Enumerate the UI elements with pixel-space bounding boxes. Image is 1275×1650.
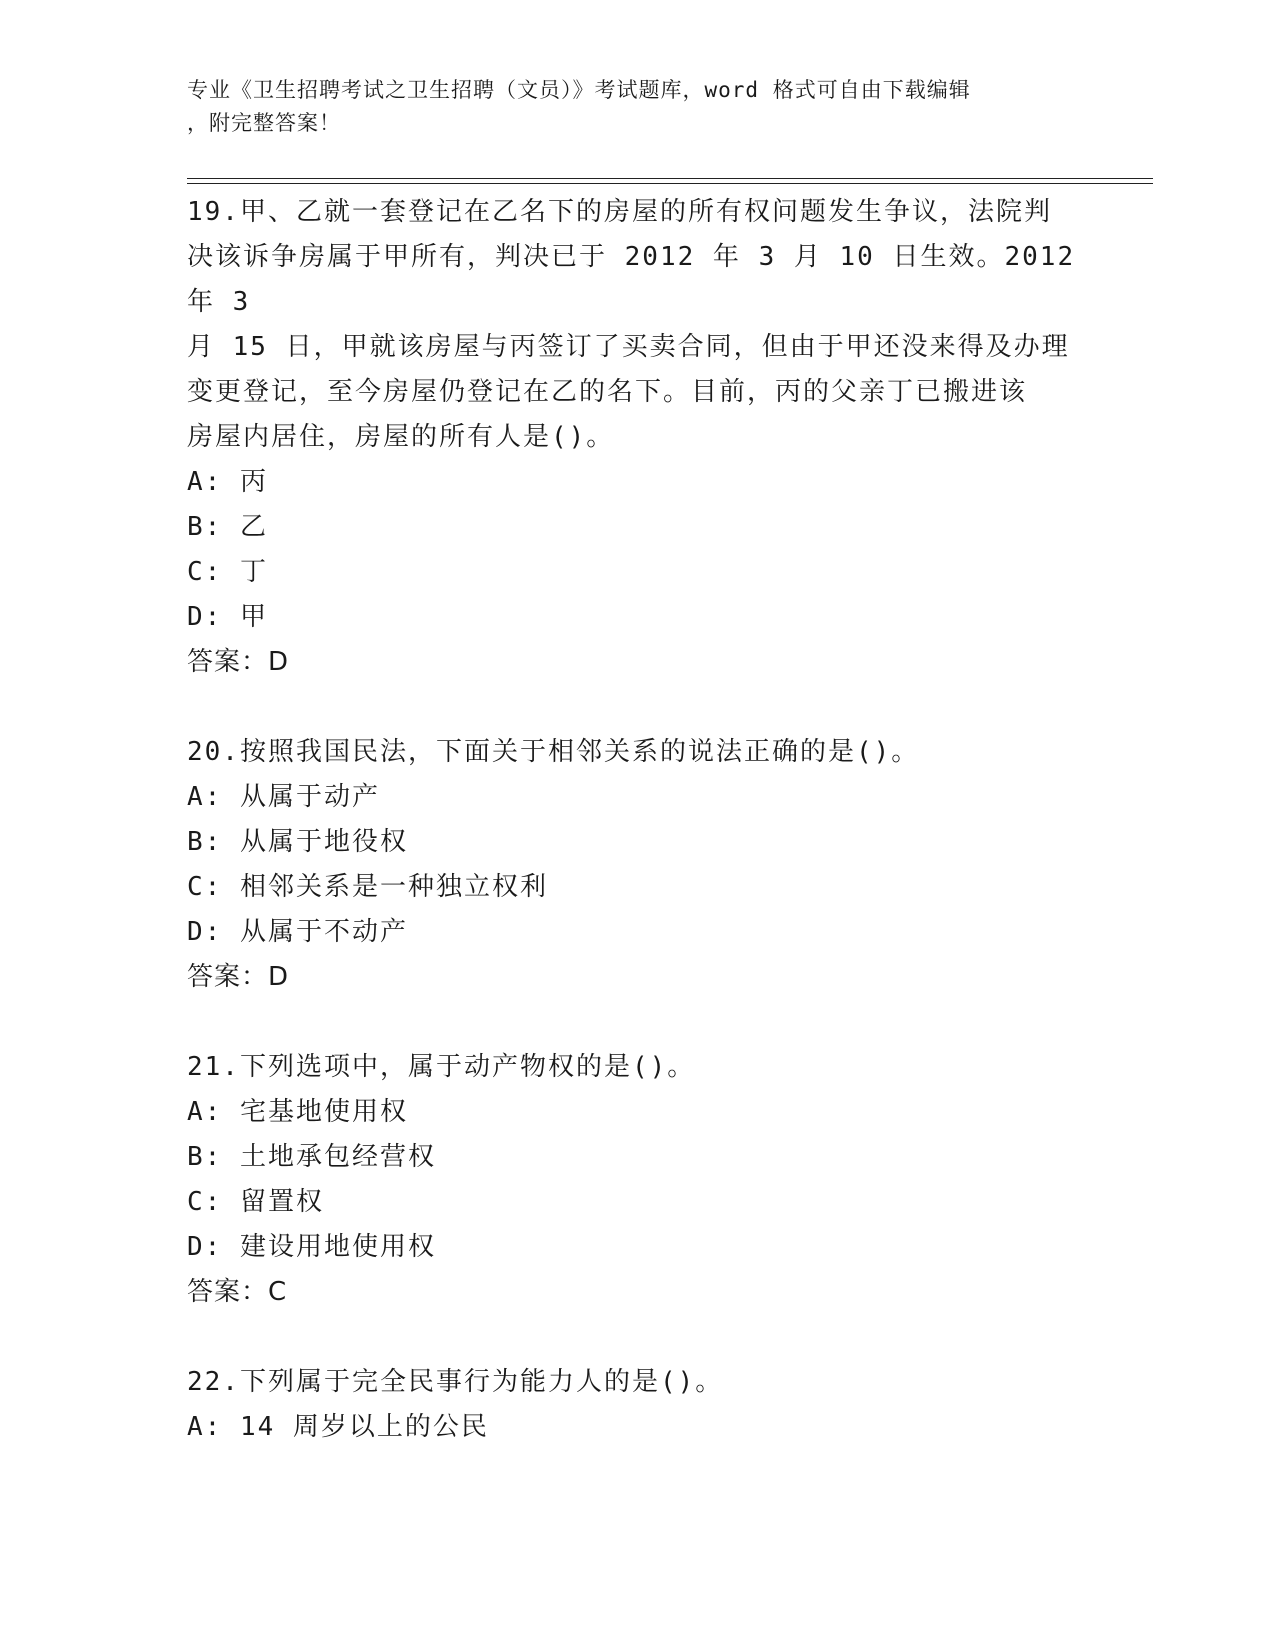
question-19 — [187, 190, 1087, 685]
stem-line: 变更登记，至今房屋仍登记在乙的名下。目前，丙的父亲丁已搬进该 — [187, 377, 1028, 407]
header-divider-bottom — [187, 183, 1153, 184]
question-list — [187, 190, 1087, 1495]
stem-line: 月 15 日，甲就该房屋与丙签订了买卖合同，但由于甲还没来得及办理 — [187, 332, 1070, 362]
document-header — [187, 74, 1067, 140]
option-d: D: 从属于不动产 — [187, 917, 408, 947]
option-b: B: 从属于地役权 — [187, 827, 408, 857]
header-line-2: ，附完整答案！ — [187, 111, 341, 135]
stem-line: 21.下列选项中，属于动产物权的是()。 — [187, 1052, 696, 1082]
stem-line: 19.甲、乙就一套登记在乙名下的房屋的所有权问题发生争议，法院判 — [187, 197, 1052, 227]
option-a: A: 从属于动产 — [187, 782, 380, 812]
option-c: C: 丁 — [187, 557, 268, 587]
option-d: D: 建设用地使用权 — [187, 1232, 436, 1262]
header-line-1: 专业《卫生招聘考试之卫生招聘（文员）》考试题库，word 格式可自由下载编辑 — [187, 78, 971, 102]
option-a: A: 宅基地使用权 — [187, 1097, 408, 1127]
question-20 — [187, 730, 1087, 1000]
question-stem — [187, 1045, 1087, 1090]
header-divider-top — [187, 178, 1153, 179]
option-b: B: 乙 — [187, 512, 268, 542]
question-stem — [187, 190, 1087, 460]
stem-line: 20.按照我国民法，下面关于相邻关系的说法正确的是()。 — [187, 737, 920, 767]
option-a: A: 丙 — [187, 467, 268, 497]
option-c: C: 相邻关系是一种独立权利 — [187, 872, 548, 902]
question-stem — [187, 730, 1087, 775]
question-stem — [187, 1360, 1087, 1405]
question-21 — [187, 1045, 1087, 1315]
question-22 — [187, 1360, 1087, 1450]
option-a: A: 14 周岁以上的公民 — [187, 1412, 489, 1442]
answer: 答案：C — [187, 1277, 288, 1307]
stem-line: 决该诉争房属于甲所有，判决已于 2012 年 3 月 10 日生效。2012 年 3 — [187, 242, 1076, 317]
option-c: C: 留置权 — [187, 1187, 324, 1217]
stem-line: 22.下列属于完全民事行为能力人的是()。 — [187, 1367, 724, 1397]
answer: 答案：D — [187, 647, 290, 677]
answer: 答案：D — [187, 962, 290, 992]
stem-line: 房屋内居住，房屋的所有人是()。 — [187, 422, 615, 452]
option-b: B: 土地承包经营权 — [187, 1142, 436, 1172]
option-d: D: 甲 — [187, 602, 268, 632]
